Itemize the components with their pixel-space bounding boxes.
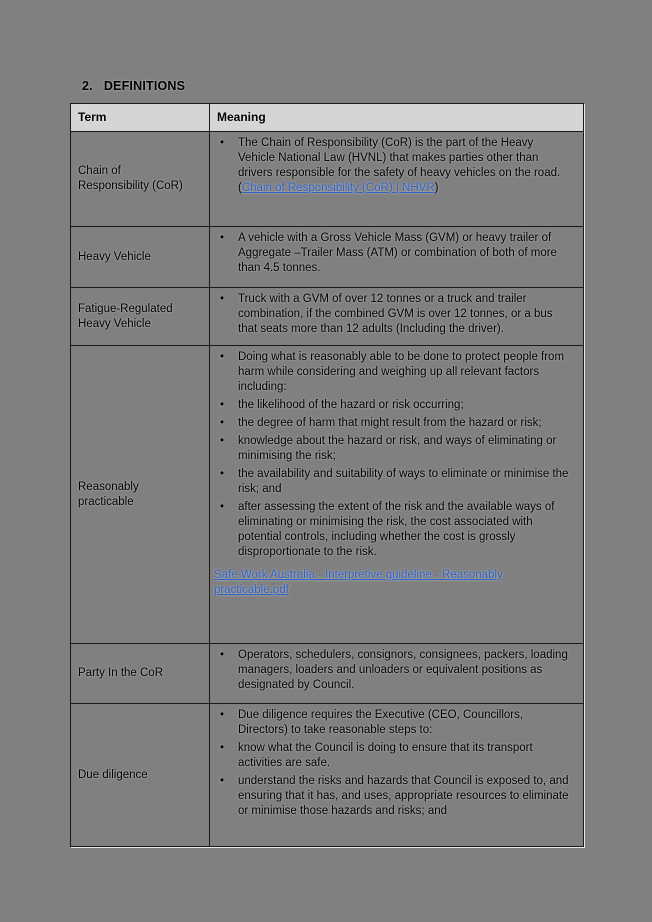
bullet-item: [210, 648, 573, 693]
bullet-item: [210, 467, 573, 497]
definitions-table-body: [71, 132, 584, 847]
bullet-item: [210, 708, 573, 738]
term-cell: [71, 288, 210, 346]
term-cell: [71, 346, 210, 644]
term-label: Chain of Responsibility (CoR): [78, 165, 183, 192]
item-text: [214, 569, 503, 596]
definition-row: [71, 288, 584, 346]
column-header-meaning: Meaning: [210, 104, 584, 132]
hyperlink[interactable]: Safe Work Australia - Interpretive guideline - Reasonably practicable.pdf: [214, 569, 503, 596]
bullet-icon: •: [220, 351, 225, 363]
column-header-term: Term: [71, 104, 210, 132]
meaning-cell: [210, 288, 584, 346]
term-label: Party In the CoR: [78, 667, 164, 679]
definition-row: [71, 346, 584, 644]
bullet-icon: •: [220, 501, 225, 513]
bullet-item: [210, 231, 573, 276]
section-number: 2.: [82, 79, 93, 93]
item-text: Operators, schedulers, consignors, consignees, packers, loading managers, loaders and unloaders or equivalent positions as designated by Council.: [238, 649, 568, 691]
item-text: after assessing the extent of the risk and the available ways of eliminating or minimising the risk, the cost associated with potential controls, including whether the cost is grossly disproportionate to the risk.: [238, 501, 555, 558]
bullet-icon: •: [220, 435, 225, 447]
bullet-icon: •: [220, 417, 225, 429]
term-label: Fatigue-Regulated Heavy Vehicle: [78, 302, 173, 330]
bullet-icon: •: [220, 709, 225, 721]
term-label: Due diligence: [78, 768, 148, 781]
link-paragraph: [210, 568, 573, 598]
definition-row: [71, 227, 584, 288]
bullet-icon: •: [220, 775, 225, 787]
section-heading: [82, 79, 185, 93]
item-text: knowledge about the hazard or risk, and ways of eliminating or minimising the risk;: [238, 435, 557, 462]
hyperlink[interactable]: Chain of Responsibility (CoR) | NHVR: [241, 182, 435, 194]
bullet-item: [210, 398, 573, 413]
definition-row: [71, 704, 584, 847]
meaning-cell: [210, 346, 584, 644]
definitions-table: [70, 103, 584, 847]
bullet-icon: •: [220, 293, 225, 305]
item-text: understand the risks and hazards that Council is exposed to, and ensuring that it has, and uses, appropriate resources to eliminate or minimise those hazards and risks; and: [238, 775, 569, 817]
bullet-icon: •: [220, 649, 225, 661]
term-label: Reasonably practicable: [78, 480, 139, 508]
item-text: Truck with a GVM of over 12 tonnes or a truck and trailer combination, if the combined GVM is over 12 tonnes, or a bus that seats more than 12 adults (Including the driver).: [238, 293, 553, 335]
definition-row: [71, 132, 584, 227]
table-header-row: [71, 104, 584, 132]
bullet-item: [210, 292, 573, 337]
item-text: Due diligence requires the Executive (CEO, Councillors, Directors) to take reasonable steps to:: [238, 709, 524, 736]
meaning-cell: [210, 644, 584, 704]
bullet-item: [210, 136, 573, 196]
term-cell: [71, 704, 210, 847]
meaning-cell: [210, 227, 584, 288]
term-cell: [71, 227, 210, 288]
bullet-icon: •: [220, 742, 225, 754]
term-cell: [71, 132, 210, 227]
bullet-item: [210, 774, 573, 819]
bullet-item: [210, 434, 573, 464]
item-text: the likelihood of the hazard or risk occurring;: [238, 399, 464, 411]
item-text: The Chain of Responsibility (CoR) is the part of the Heavy Vehicle National Law (HVNL) that makes parties other than drivers responsible for the safety of heavy vehicles on the road. (Chain of Responsibility (CoR) | NHVR): [238, 137, 561, 194]
bullet-item: [210, 500, 573, 560]
bullet-item: [210, 350, 573, 395]
meaning-cell: [210, 132, 584, 227]
item-text: the availability and suitability of ways to eliminate or minimise the risk; and: [238, 468, 569, 495]
definitions-table-head: [71, 104, 584, 132]
definition-row: [71, 644, 584, 704]
term-cell: [71, 644, 210, 704]
item-text: A vehicle with a Gross Vehicle Mass (GVM) or heavy trailer of Aggregate –Trailer Mass (ATM) or combination of both of more than 4.5 tonnes.: [238, 232, 557, 274]
item-text: the degree of harm that might result from the hazard or risk;: [238, 417, 542, 429]
bullet-item: [210, 416, 573, 431]
meaning-cell: [210, 704, 584, 847]
bullet-icon: •: [220, 399, 225, 411]
item-text: know what the Council is doing to ensure that its transport activities are safe.: [238, 742, 533, 769]
bullet-icon: •: [220, 137, 225, 149]
item-text: Doing what is reasonably able to be done to protect people from harm while considering and weighing up all relevant factors including:: [238, 351, 565, 393]
term-label: Heavy Vehicle: [78, 250, 151, 263]
section-title: DEFINITIONS: [103, 79, 186, 93]
bullet-icon: •: [220, 232, 225, 244]
bullet-icon: •: [220, 468, 225, 480]
bullet-item: [210, 741, 573, 771]
